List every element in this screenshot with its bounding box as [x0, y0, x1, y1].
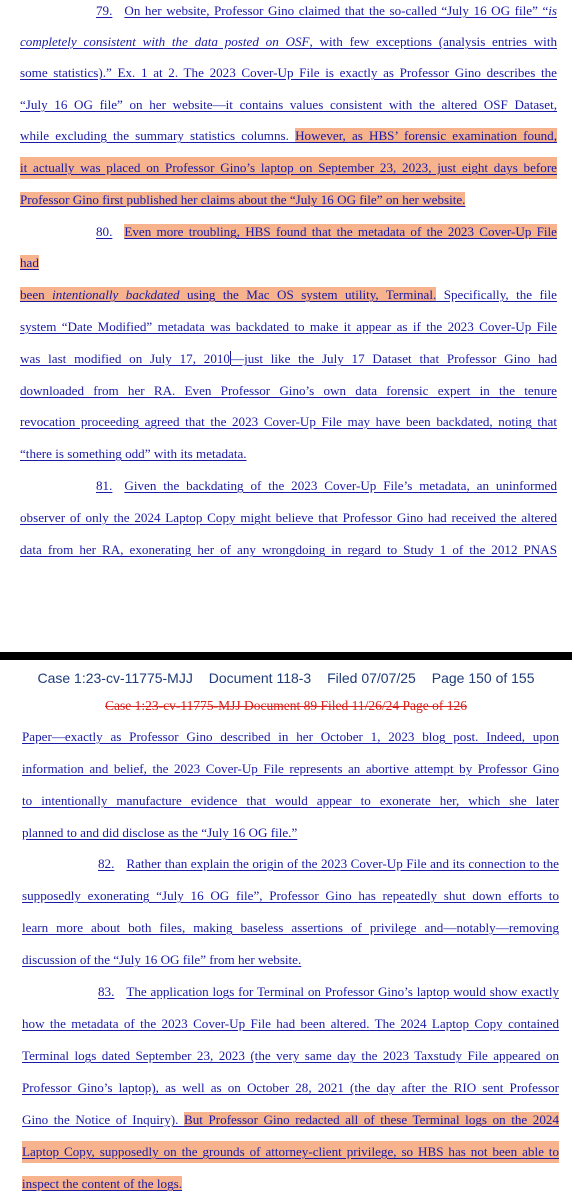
- paragraph-number-80: 80.: [96, 224, 113, 239]
- p79-line-2: completely consistent with the data posted on OSF, with few exceptions (analysis entries with: [20, 34, 557, 49]
- p79-line-5: while excluding the summary statistics columns. However, as HBS’ forensic examination found,: [20, 128, 557, 143]
- p83-line-2: how the metadata of the 2023 Cover-Up File had been altered. The 2024 Laptop Copy contained: [22, 1016, 559, 1031]
- document-number: Document 118-3: [208, 670, 312, 686]
- page-separator: [0, 652, 572, 660]
- ecf-header: [0, 670, 572, 686]
- p80-line-6: downloaded from her RA. Even Professor Gino’s own data forensic expert in the tenure: [20, 383, 557, 398]
- p80-line-1: 80. Even more troubling, HBS found that the metadata of the 2023 Cover-Up File: [96, 224, 557, 239]
- p82-line-1: 82. Rather than explain the origin of the 2023 Cover-Up File and its connection to the: [98, 856, 559, 871]
- p80-line-8: “there is something odd” with its metadata.: [20, 446, 247, 461]
- highlight: However, as HBS’ forensic examination found,: [295, 128, 557, 143]
- p83-line-5: Gino the Notice of Inquiry). But Professor Gino redacted all of these Terminal logs on the 2024: [22, 1112, 559, 1127]
- cont-line-1: Paper—exactly as Professor Gino described in her October 1, 2023 blog post. Indeed, upon: [22, 729, 559, 744]
- filed-date: Filed 07/07/25: [327, 670, 416, 686]
- cont-line-3: to intentionally manufacture evidence that would appear to exonerate her, which she later: [22, 793, 559, 808]
- p83-line-6-highlight: Laptop Copy, supposedly on the grounds of attorney-client privilege, so HBS has not been able to: [22, 1141, 559, 1163]
- p79-line-3: some statistics).” Ex. 1 at 2. The 2023 Cover-Up File is exactly as Professor Gino describes the: [20, 65, 557, 80]
- p80-line-7: revocation proceeding agreed that the 2023 Cover-Up File may have been backdated, noting that: [20, 414, 557, 429]
- paragraph-number-82: 82.: [98, 856, 115, 871]
- p82-line-4: discussion of the “July 16 OG file” from her website.: [22, 952, 302, 967]
- p79-line-6-highlight: it actually was placed on Professor Gino’s laptop on September 23, 2023, just eight days before: [20, 157, 557, 179]
- p83-line-7-highlight: inspect the content of the logs.: [22, 1176, 182, 1191]
- p81-line-2: observer of only the 2024 Laptop Copy might believe that Professor Gino had received the altered: [20, 510, 557, 525]
- p80-line-5: was last modified on July 17, 2010—just like the July 17 Dataset that Professor Gino had: [20, 351, 557, 366]
- highlight: But Professor Gino redacted all of these Terminal logs on the 2024: [184, 1112, 559, 1127]
- cont-line-2: information and belief, the 2023 Cover-Up File represents an abortive attempt by Professor Gino: [22, 761, 559, 776]
- p80-line-3: been intentionally backdated using the Mac OS system utility, Terminal. Specifically, the file: [20, 287, 557, 302]
- p80-line-4: system “Date Modified” metadata was backdated to make it appear as if the 2023 Cover-Up File: [20, 319, 557, 334]
- case-number: Case 1:23-cv-11775-MJJ: [37, 670, 193, 686]
- page-count: Page 150 of 155: [431, 670, 535, 686]
- p79-line-1: 79. On her website, Professor Gino claimed that the so-called “July 16 OG file” “is: [96, 3, 557, 18]
- p79-line-7-highlight: Professor Gino first published her claims about the “July 16 OG file” on her website.: [20, 192, 466, 207]
- p80-line-2: had: [20, 255, 39, 270]
- struck-old-header: Case 1:23-cv-11775-MJJ Document 89 Filed 11/26/24 Page of 126: [105, 698, 467, 713]
- cont-line-4: planned to and did disclose as the “July 16 OG file.”: [22, 825, 298, 840]
- p81-line-3: data from her RA, exonerating her of any wrongdoing in regard to Study 1 of the 2012 PNAS: [20, 542, 557, 557]
- p83-line-4: Professor Gino’s laptop), as well as on October 28, 2021 (the day after the RIO sent Professor: [22, 1080, 559, 1095]
- bottom-page: [0, 660, 572, 1200]
- paragraph-number-81: 81.: [96, 478, 113, 493]
- p83-line-3: Terminal logs dated September 23, 2023 (the very same day the 2023 Taxstudy File appeared on: [22, 1048, 559, 1063]
- p79-line-4: “July 16 OG file” on her website—it contains values consistent with the altered OSF Dataset,: [20, 97, 557, 112]
- p81-line-1: 81. Given the backdating of the 2023 Cover-Up File’s metadata, an uninformed: [96, 478, 557, 493]
- paragraph-number-79: 79.: [96, 3, 113, 18]
- p82-line-3: learn more about both files, making baseless assertions of privilege and—notably—removing: [22, 920, 559, 935]
- paragraph-number-83: 83.: [98, 984, 115, 999]
- p83-line-1: 83. The application logs for Terminal on Professor Gino’s laptop would show exactly: [98, 984, 559, 999]
- p82-line-2: supposedly exonerating “July 16 OG file”, Professor Gino has repeatedly shut down efforts to: [22, 888, 559, 903]
